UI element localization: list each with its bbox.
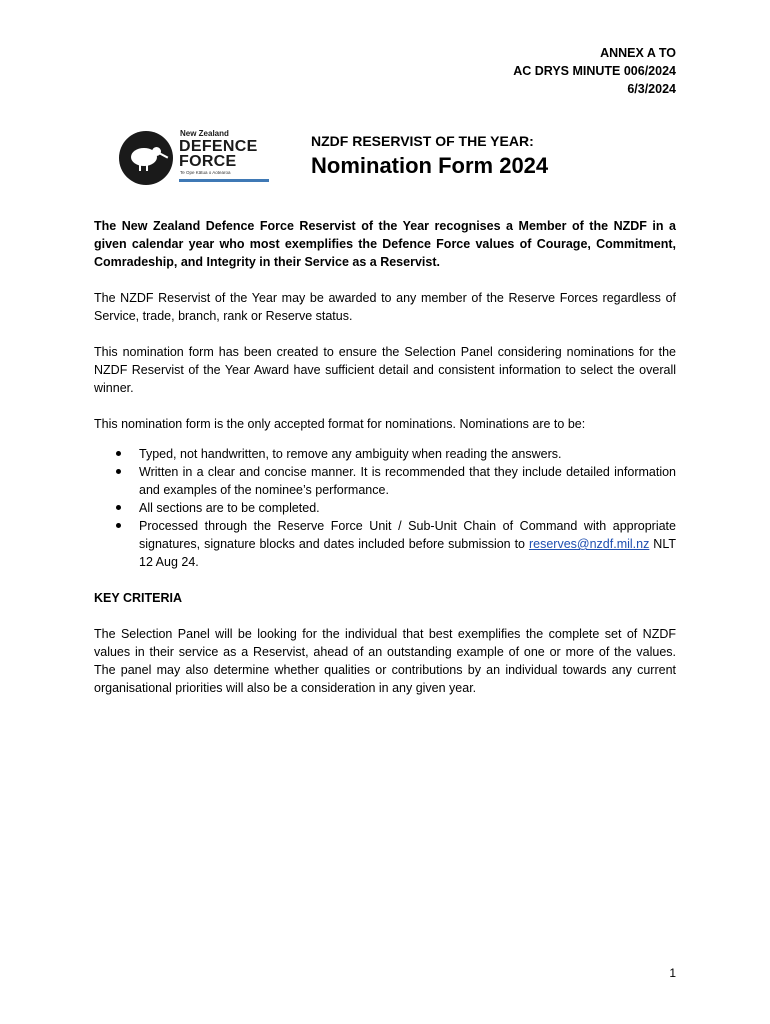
logo-bar (179, 179, 269, 182)
list-item: All sections are to be completed. (94, 499, 676, 517)
bullet-icon (116, 505, 121, 510)
page-number: 1 (669, 966, 676, 980)
annex-reference (513, 44, 676, 98)
kiwi-icon (119, 131, 173, 185)
nzdf-logo (100, 115, 285, 201)
format-paragraph: This nomination form is the only accepted format for nominations. Nominations are to be: (94, 417, 586, 431)
annex-line-1: ANNEX A TO (600, 46, 676, 60)
logo-subtitle: Te Ope Kātua o Aotearoa (180, 170, 231, 175)
email-link[interactable]: reserves@nzdf.mil.nz (528, 537, 650, 551)
key-criteria-paragraph: The Selection Panel will be looking for the individual that best exemplifies the complete set of NZDF values in their service as a Reservist, ahead of an outstanding example of one or more of the values. The panel may also determine whether qualities or contributions by an individual towards any current organisational priorities will also be a consideration in any given year. (94, 627, 676, 695)
logo-country: New Zealand (180, 129, 229, 138)
eligibility-paragraph: The NZDF Reservist of the Year may be awarded to any member of the Reserve Forces regardless of Service, trade, branch, rank or Reserve status. (94, 291, 676, 323)
bullet-icon (116, 469, 121, 474)
list-item: Typed, not handwritten, to remove any ambiguity when reading the answers. (94, 445, 676, 463)
list-item: Written in a clear and concise manner. It is recommended that they include detailed information and examples of the nominee’s performance. (94, 463, 676, 499)
bullet-icon (116, 523, 121, 528)
key-criteria-heading: KEY CRITERIA (94, 591, 182, 605)
logo-force: FORCE (179, 153, 237, 170)
list-item: Processed through the Reserve Force Unit / Sub-Unit Chain of Command with appropriate signatures, signature blocks and dates included before submission to reserves@nzdf.mil.nz NLT 12 Aug 24. (94, 517, 676, 571)
email-suffix: NLT 12 Aug 24. (139, 537, 676, 569)
intro-paragraph: The New Zealand Defence Force Reservist of the Year recognises a Member of the NZDF in a given calendar year who most exemplifies the Defence Force values of Courage, Commitment, Comradeship, and Integrity in their Service as a Reservist. (94, 219, 676, 269)
annex-line-3: 6/3/2024 (627, 82, 676, 96)
annex-line-2: AC DRYS MINUTE 006/2024 (513, 64, 676, 78)
bullet-icon (116, 451, 121, 456)
form-title: Nomination Form 2024 (311, 153, 549, 178)
form-subtitle: NZDF RESERVIST OF THE YEAR: (311, 133, 534, 149)
purpose-paragraph: This nomination form has been created to ensure the Selection Panel considering nominations for the NZDF Reservist of the Year Award have sufficient detail and consistent information to select the overall winner. (94, 345, 676, 395)
logo-defence: DEFENCE (179, 138, 258, 155)
document-body (94, 217, 676, 715)
requirements-list (94, 445, 676, 571)
